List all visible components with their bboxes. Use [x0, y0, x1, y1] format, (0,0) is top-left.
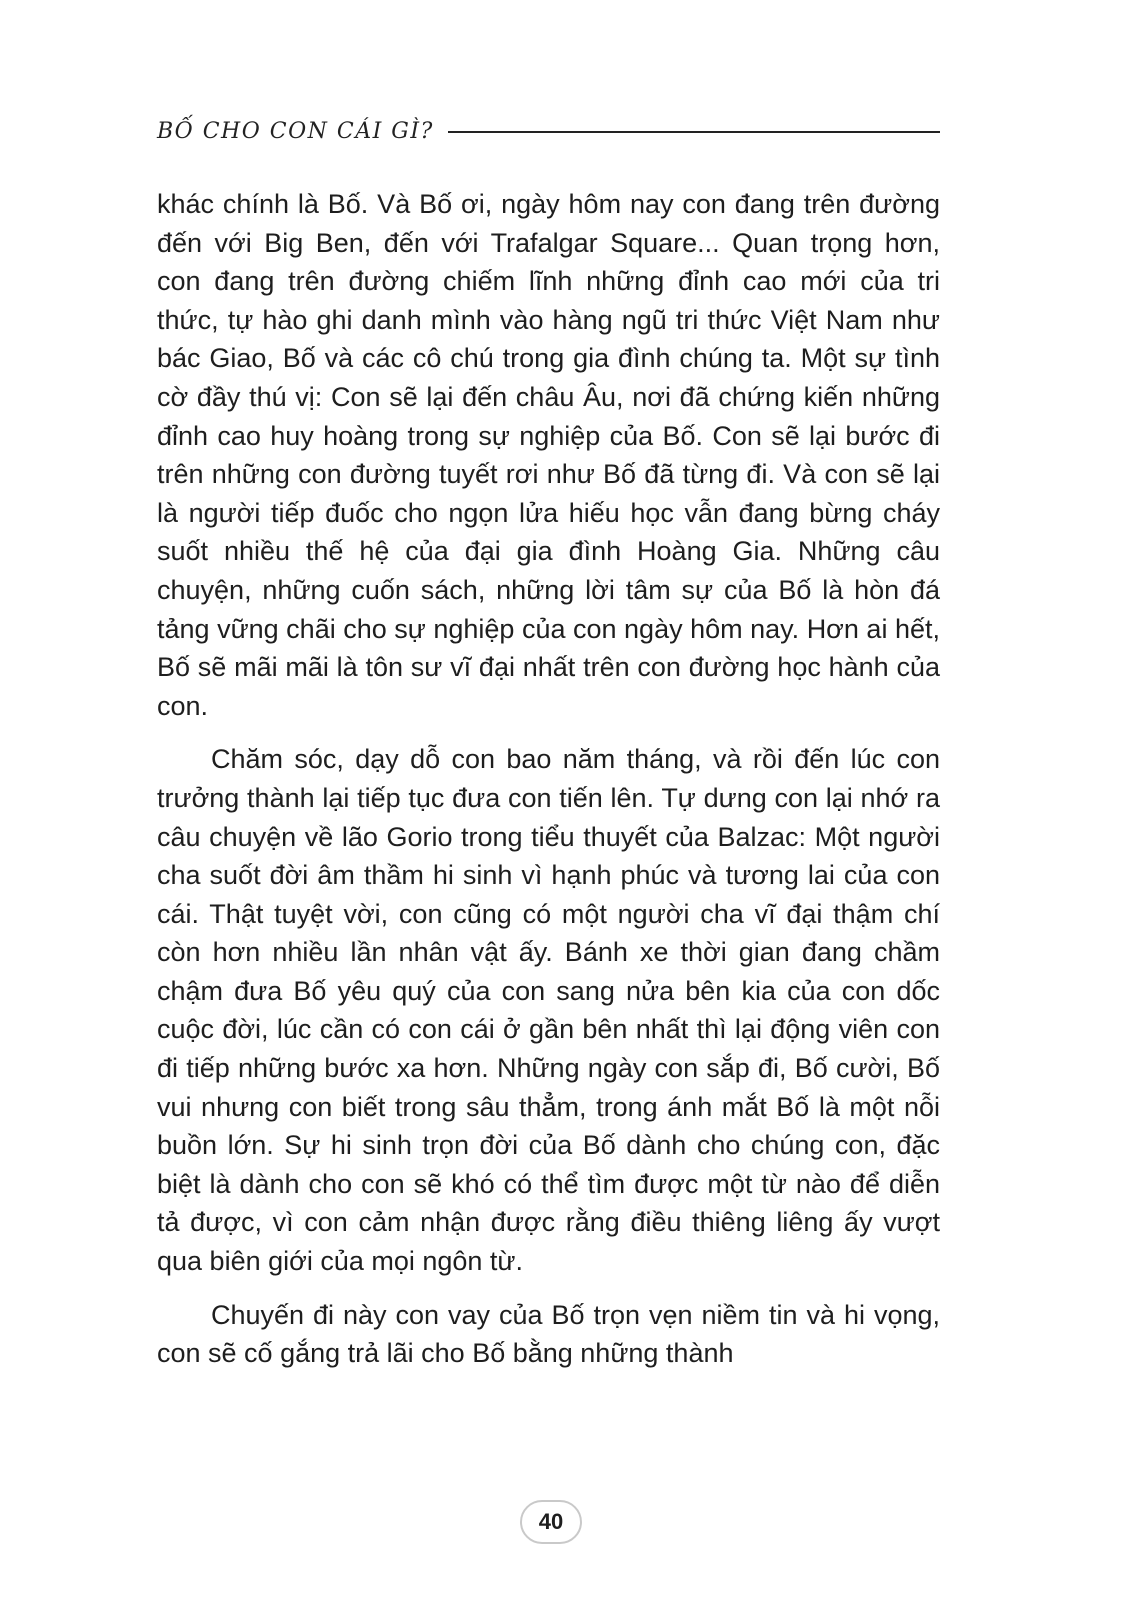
paragraph: Chuyến đi này con vay của Bố trọn vẹn niềm tin và hi vọng, con sẽ cố gắng trả lãi cho Bố bằng những thành — [157, 1299, 940, 1369]
paragraph: khác chính là Bố. Và Bố ơi, ngày hôm nay con đang trên đường đến với Big Ben, đến với Trafalgar Square... Quan trọng hơn, con đang trên đường chiếm lĩnh những đỉnh cao mới của tri thức, tự hào ghi danh mình vào hàng ngũ tri thức Việt Nam như bác Giao, Bố và các cô chú trong gia đình chúng ta. Một sự tình cờ đầy thú vị: Con sẽ lại đến châu Âu, nơi đã chứng kiến những đỉnh cao huy hoàng trong sự nghiệp của Bố. Con sẽ lại bước đi trên những con đường tuyết rơi như Bố đã từng đi. Và con sẽ lại là người tiếp đuốc cho ngọn lửa hiếu học vẫn đang bừng cháy suốt nhiều thế hệ của đại gia đình Hoàng Gia. Những câu chuyện, những cuốn sách, những lời tâm sự của Bố là hòn đá tảng vững chãi cho sự nghiệp của con ngày hôm nay. Hơn ai hết, Bố sẽ mãi mãi là tôn sư vĩ đại nhất trên con đường học hành của con. — [157, 189, 940, 721]
header-rule — [448, 131, 940, 133]
page-number: 40 — [520, 1500, 582, 1544]
running-header — [157, 113, 940, 149]
paragraph: Chăm sóc, dạy dỗ con bao năm tháng, và rồi đến lúc con trưởng thành lại tiếp tục đưa con tiến lên. Tự dưng con lại nhớ ra câu chuyện về lão Gorio trong tiểu thuyết của Balzac: Một người cha suốt đời âm thầm hi sinh vì hạnh phúc và tương lai của con cái. Thật tuyệt vời, con cũng có một người cha vĩ đại thậm chí còn hơn nhiều lần nhân vật ấy. Bánh xe thời gian đang chầm chậm đưa Bố yêu quý của con sang nửa bên kia của con dốc cuộc đời, lúc cần có con cái ở gần bên nhất thì lại động viên con đi tiếp những bước xa hơn. Những ngày con sắp đi, Bố cười, Bố vui nhưng con biết trong sâu thẳm, trong ánh mắt Bố là một nỗi buồn lớn. Sự hi sinh trọn đời của Bố dành cho chúng con, đặc biệt là dành cho con sẽ khó có thể tìm được một từ nào để diễn tả được, vì con cảm nhận được rằng điều thiêng liêng ấy vượt qua biên giới của mọi ngôn từ. — [157, 744, 940, 1277]
body-text — [157, 185, 940, 1388]
book-title: BỐ CHO CON CÁI GÌ? — [157, 118, 434, 144]
